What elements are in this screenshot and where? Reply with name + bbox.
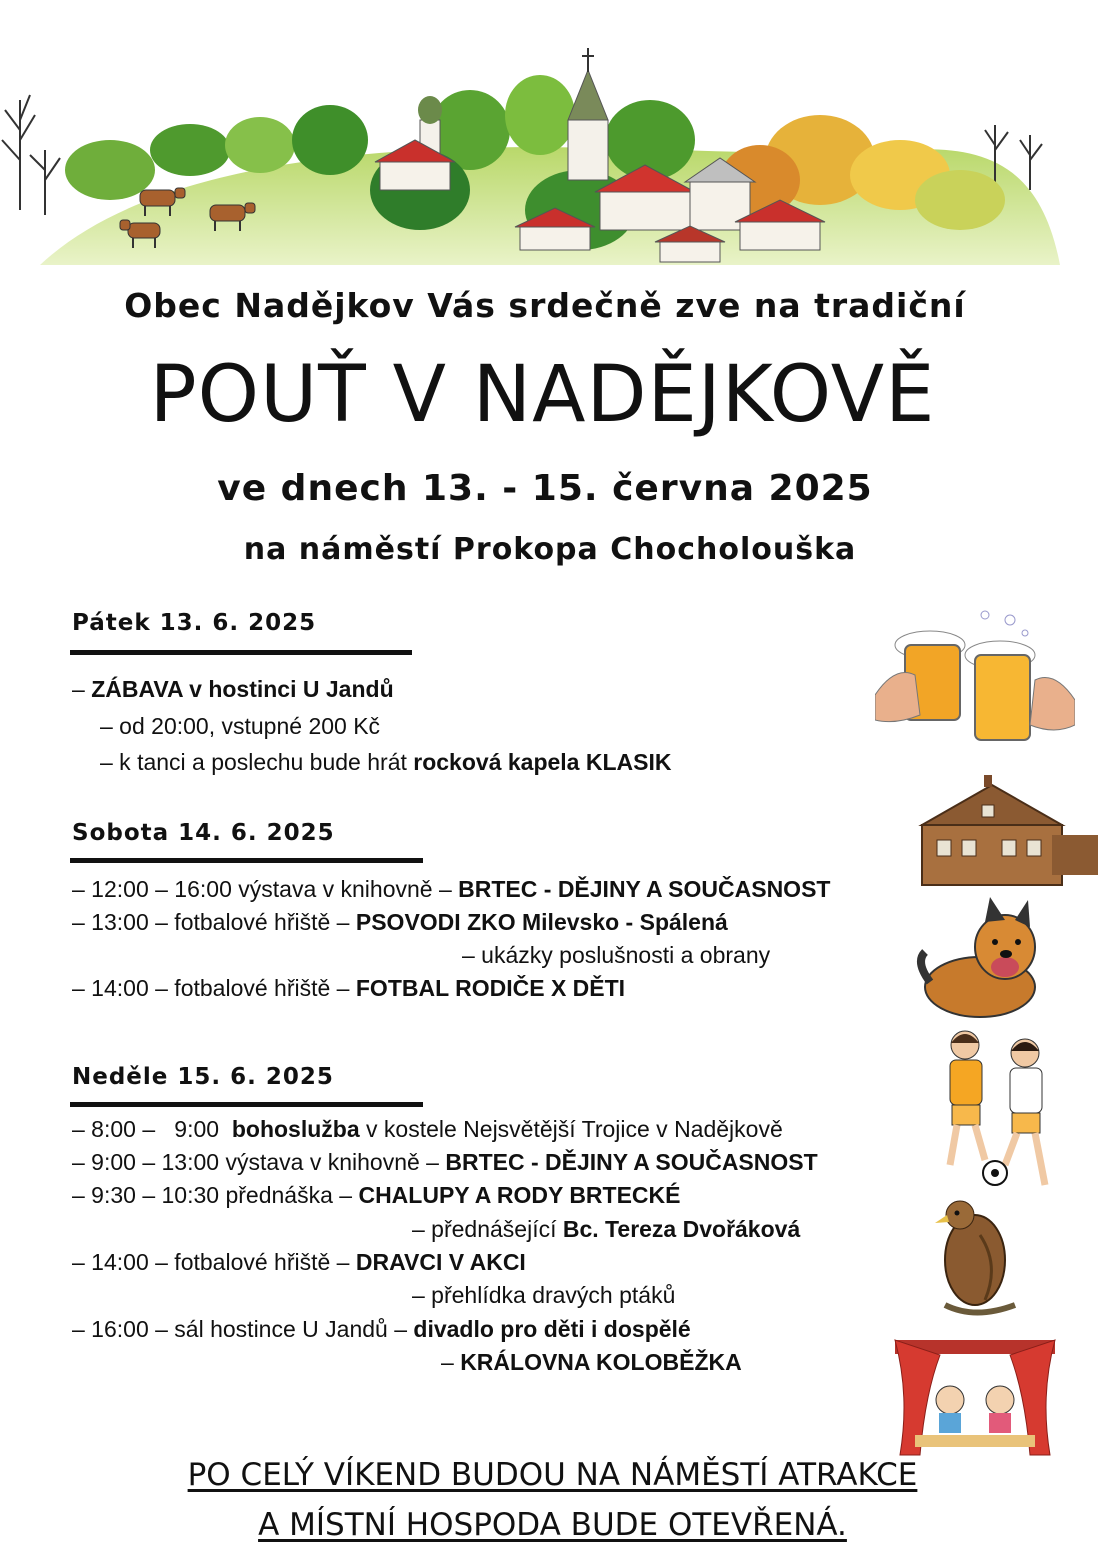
village-landscape-illustration [0,40,1100,265]
event-dates: ve dnech 13. - 15. června 2025 [217,468,873,509]
day-heading-sunday: Neděle 15. 6. 2025 [72,1064,334,1090]
day-heading-friday: Pátek 13. 6. 2025 [72,610,317,636]
program-line: – 8:00 – 9:00 bohoslužba v kostele Nejsvětější Trojice v Nadějkově [72,1116,783,1142]
program-line: – ZÁBAVA v hostinci U Jandů [72,676,394,702]
program-line: – 14:00 – fotbalové hřiště – DRAVCI V AKCI [72,1249,526,1275]
program-line: – 16:00 – sál hostince U Jandů – divadlo pro děti i dospělé [72,1316,691,1342]
beer-mugs-icon [875,605,1075,755]
footer-line-2: A MÍSTNÍ HOSPODA BUDE OTEVŘENÁ. [258,1507,847,1543]
program-line: – 12:00 – 16:00 výstava v knihovně – BRTEC - DĚJINY A SOUČASNOST [72,876,831,902]
children-football-icon [915,1025,1065,1195]
program-line: – 9:00 – 13:00 výstava v knihovně – BRTEC - DĚJINY A SOUČASNOST [72,1149,818,1175]
program-line: – 13:00 – fotbalové hřiště – PSOVODI ZKO Milevsko - Spálená [72,909,728,935]
event-place: na náměstí Prokopa Chocholouška [243,532,857,567]
puppet-theater-icon [885,1335,1065,1460]
divider [70,1102,423,1107]
program-line: – přednášející Bc. Tereza Dvořáková [412,1216,801,1242]
day-heading-saturday: Sobota 14. 6. 2025 [72,820,335,846]
program-line: – ukázky poslušnosti a obrany [462,942,771,968]
program-line: – k tanci a poslechu bude hrát rocková kapela KLASIK [100,749,672,775]
program-line: – 9:30 – 10:30 přednáška – CHALUPY A RODY BRTECKÉ [72,1182,681,1208]
wooden-cottage-icon [902,775,1098,893]
program-line: – přehlídka dravých ptáků [412,1282,676,1308]
program-line: – KRÁLOVNA KOLOBĚŽKA [441,1349,742,1375]
invitation-text: Obec Nadějkov Vás srdečně zve na tradiční [124,286,966,325]
divider [70,858,423,863]
divider [70,650,412,655]
program-line: – 14:00 – fotbalové hřiště – FOTBAL RODIČE X DĚTI [72,975,626,1001]
dog-icon [910,892,1050,1032]
footer-line-1: PO CELÝ VÍKEND BUDOU NA NÁMĚSTÍ ATRAKCE [187,1457,918,1493]
bird-of-prey-icon [925,1195,1025,1325]
program-line: – od 20:00, vstupné 200 Kč [100,713,381,739]
event-title: POUŤ V NADĚJKOVĚ [149,350,936,440]
